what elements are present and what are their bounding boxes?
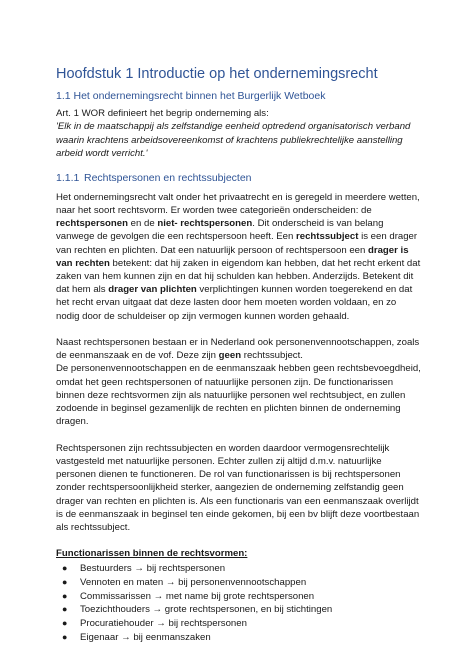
- list-item: [56, 590, 422, 604]
- bold-term: rechtssubject: [296, 231, 359, 243]
- bullet-icon: ●: [62, 631, 68, 642]
- bullet-icon: ●: [62, 604, 68, 615]
- list-item: [56, 603, 422, 617]
- arrow-icon: →: [153, 590, 164, 602]
- list-title: Functionarissen binnen de rechtsvormen:: [56, 548, 248, 560]
- bullet-icon: ●: [62, 563, 68, 574]
- bold-term: niet- rechtspersonen: [157, 218, 253, 230]
- list-rest: bij rechtspersonen: [144, 563, 226, 575]
- text-run: Het ondernemingsrecht valt onder het privaatrecht en is geregeld in meerdere wetten, naar het soort rechtsvorm. Er worden twee categorieën onderscheiden: de: [56, 191, 420, 216]
- list-item: [56, 617, 422, 631]
- bold-term: drager is van rechten: [56, 244, 409, 269]
- arrow-icon: →: [152, 604, 163, 616]
- chapter-heading: Hoofdstuk 1 Introductie op het ondernemingsrecht: [56, 66, 378, 82]
- text-run: verplichtingen kunnen worden toegerekend en dat het recht ervan uitgaat dat deze lasten door hem moeten worden voldaan, en zo nodig door de schuldeiser op zijn vermogen kunnen worden gehaald.: [56, 284, 413, 322]
- bold-term: drager van plichten: [108, 284, 197, 296]
- arrow-icon: →: [156, 617, 166, 629]
- list-term: Vennoten en maten: [80, 577, 166, 589]
- list-term: Toezichthouders: [80, 604, 153, 616]
- list-rest: bij personenvennootschappen: [175, 577, 307, 589]
- paragraph-rechtsbevoegdheid: De personenvennootschappen en de eenmanszaak hebben geen rechtsbevoegdheid, omdat het geen rechtspersonen of natuurlijke personen zijn. De functionarissen binnen deze rechtsvormen zijn als natuurlijke personen wel rechtsubject, en zullen zodoende in beginsel gezamenlijk de rechten en plichten binnen de onderneming dragen.: [56, 363, 421, 428]
- text-run: betekent: dat hij zaken in eigendom kan hebben, dat het recht erkent dat zaken van hem kunnen zijn en dat hij schulden kan hebben. Anderzijds. Betekent dit dat hem als: [56, 257, 421, 296]
- subsection-title: Rechtspersonen en rechtssubjecten: [84, 171, 252, 184]
- definition-quote: 'Elk in de maatschappij als zelfstandige eenheid optredend organisatorisch verband waarin krachtens arbeidsovereenkomst of krachtens publiekrechtelijke aanstelling arbeid wordt verricht.': [56, 121, 411, 159]
- arrow-icon: →: [121, 631, 131, 643]
- text-run: Naast rechtspersonen bestaan er in Nederland ook personenvennootschappen, zoals de eenmanszaak en de vof. Deze zijn: [56, 336, 420, 362]
- arrow-icon: →: [165, 577, 176, 589]
- list-rest: met name bij grote rechtspersonen: [163, 590, 315, 602]
- text-run: . Dit onderscheid is van belang vanwege de gevolgen die een rechtspersoon heeft. Een: [56, 218, 384, 243]
- bold-term: geen: [218, 350, 242, 362]
- text-run: is een drager van rechten en plichten. Dat een natuurlijk persoon of rechtspersoon een: [56, 231, 418, 256]
- section-heading: 1.1 Het ondernemingsrecht binnen het Burgerlijk Wetboek: [56, 90, 326, 103]
- paragraph-personenvennootschappen: [56, 336, 422, 362]
- intro-line: Art. 1 WOR definieert het begrip onderneming als:: [56, 108, 269, 120]
- list-term: Eigenaar: [80, 631, 122, 643]
- bullet-icon: ●: [62, 617, 68, 628]
- list-item: [56, 631, 422, 645]
- list-rest: bij eenmanszaken: [130, 631, 211, 643]
- list-term: Bestuurders: [80, 563, 135, 575]
- bullet-icon: ●: [62, 590, 68, 601]
- arrow-icon: →: [134, 563, 144, 575]
- paragraph-functionarissen: Rechtspersonen zijn rechtssubjecten en worden daardoor vermogensrechtelijk vastgesteld met natuurlijke personen. Echter zullen zij altijd d.m.v. natuurlijke personen dienen te functioneren. De rol van functionarissen is bij rechtspersonen zonder rechtspersoonlijkheid sterker, aangezien de onderneming zelfstandig geen drager van rechten en plichten is. Als een functionaris van een eenmanszaak overlijdt is de eenmanszaak in beginsel ten einde gekomen, bij een bv blijft deze voortbestaan als rechtssubject.: [56, 442, 420, 533]
- list-term: Commissarissen: [80, 590, 154, 602]
- text-run: rechtssubject.: [241, 350, 303, 362]
- paragraph-rechtssubjecten: [56, 191, 422, 323]
- subsection-heading: [56, 172, 422, 186]
- bold-term: rechtspersonen: [56, 218, 128, 230]
- subsection-number: 1.1.1: [56, 171, 80, 184]
- text-run: en de: [127, 218, 158, 230]
- functionaries-list: [56, 562, 422, 644]
- list-rest: grote rechtspersonen, en bij stichtingen: [162, 604, 333, 616]
- bullet-icon: ●: [62, 577, 68, 588]
- list-item: [56, 562, 422, 576]
- list-item: [56, 576, 422, 590]
- list-term: Procuratiehouder: [80, 617, 157, 629]
- list-rest: bij rechtspersonen: [165, 617, 247, 629]
